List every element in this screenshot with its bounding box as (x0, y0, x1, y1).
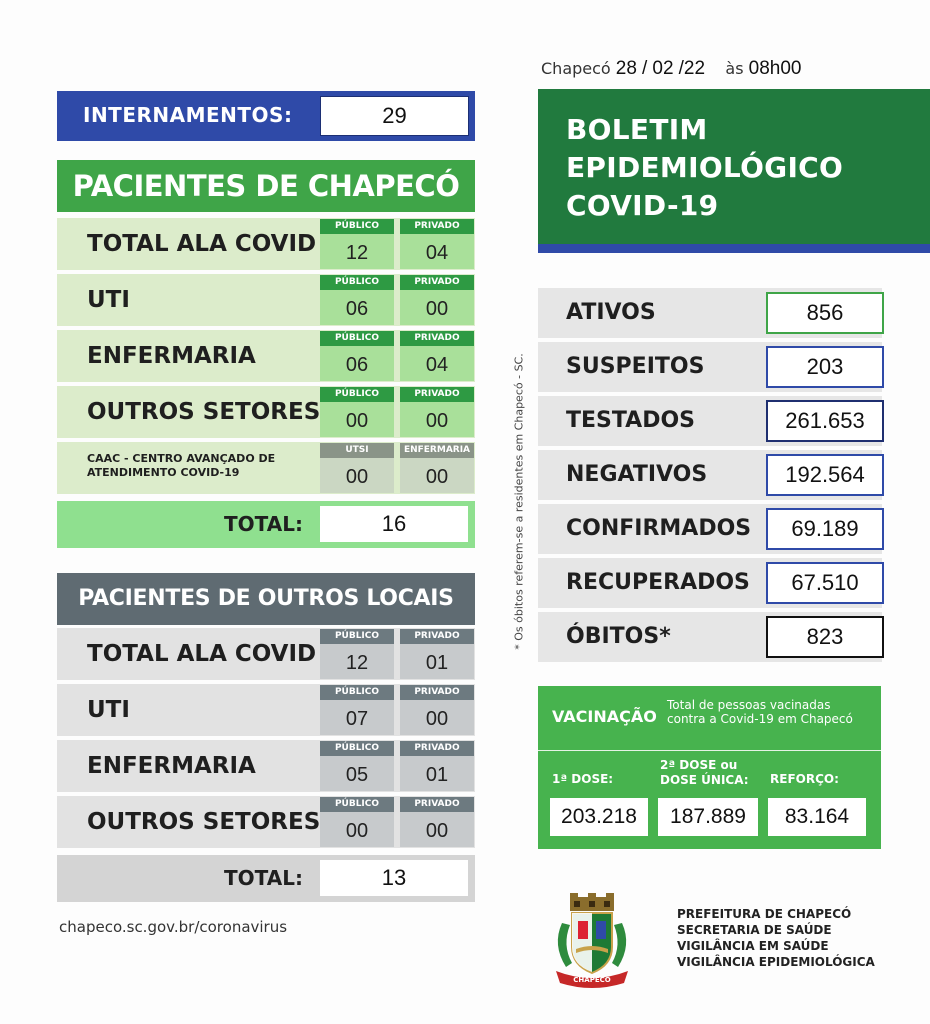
privado-cell (400, 387, 474, 437)
publico-tag: PÚBLICO (320, 275, 394, 290)
publico-value: 12 (320, 234, 394, 269)
row-label: TOTAL ALA COVID (87, 231, 317, 257)
stat-label: NEGATIVOS (566, 462, 708, 487)
total-label: TOTAL: (224, 512, 303, 536)
privado-cell (400, 797, 474, 847)
privado-tag: PRIVADO (400, 219, 474, 234)
section-title-chapeco: PACIENTES DE CHAPECÓ (72, 169, 460, 203)
date-day: 28 (615, 58, 637, 79)
publico-tag: PÚBLICO (320, 797, 394, 812)
internamentos-value: 29 (320, 96, 469, 136)
stat-suspeitos (538, 342, 882, 392)
publico-cell (320, 741, 394, 791)
stat-testados (538, 396, 882, 446)
outros-row-enfermaria (57, 740, 475, 792)
prefeitura-block (677, 906, 875, 970)
publico-value: 06 (320, 346, 394, 381)
chapeco-row-enfermaria (57, 330, 475, 382)
prefeitura-line2: SECRETARIA DE SAÚDE (677, 923, 832, 937)
privado-cell (400, 685, 474, 735)
enfermaria-cell (400, 443, 474, 493)
date-sep-1: / (642, 58, 648, 79)
privado-cell (400, 741, 474, 791)
vacinacao-box (538, 686, 881, 849)
vacinacao-description (667, 698, 853, 726)
boletim-title (566, 111, 843, 225)
stat-value: 67.510 (766, 562, 884, 604)
caac-label-line2: ATENDIMENTO COVID-19 (87, 466, 240, 479)
caac-label-line1: CAAC - CENTRO AVANÇADO DE (87, 452, 276, 465)
outros-row-uti (57, 684, 475, 736)
stat-value: 856 (766, 292, 884, 334)
privado-cell (400, 219, 474, 269)
publico-tag: PÚBLICO (320, 219, 394, 234)
stat-value: 823 (766, 616, 884, 658)
row-label: OUTROS SETORES (87, 399, 321, 425)
enfermaria-tag: ENFERMARIA (400, 443, 474, 458)
stat-value: 69.189 (766, 508, 884, 550)
utsi-tag: UTSI (320, 443, 394, 458)
boletim-title-line3: COVID-19 (566, 189, 719, 222)
total-value: 16 (320, 506, 468, 542)
outros-row-total-ala-covid (57, 628, 475, 680)
date-month: 02 (652, 58, 674, 79)
dose2-label-line1: 2ª DOSE ou (660, 758, 738, 772)
internamentos-box (57, 91, 475, 141)
privado-tag: PRIVADO (400, 331, 474, 346)
publico-value: 00 (320, 812, 394, 847)
website-link[interactable]: chapeco.sc.gov.br/coronavirus (59, 918, 288, 936)
stat-obitos (538, 612, 882, 662)
privado-tag: PRIVADO (400, 387, 474, 402)
internamentos-label: INTERNAMENTOS: (83, 103, 293, 127)
stat-ativos (538, 288, 882, 338)
privado-value: 00 (400, 290, 474, 325)
row-label: UTI (87, 697, 130, 723)
date-sep-2: / (678, 58, 684, 79)
stat-label: ÓBITOS* (566, 624, 671, 649)
date-city: Chapecó (541, 59, 611, 78)
boletim-title-line2: EPIDEMIOLÓGICO (566, 151, 844, 184)
dose2-value: 187.889 (658, 798, 758, 836)
prefeitura-line1: PREFEITURA DE CHAPECÓ (677, 907, 852, 921)
publico-cell (320, 685, 394, 735)
dose1-label: 1ª DOSE: (552, 772, 614, 786)
publico-value: 05 (320, 756, 394, 791)
prefeitura-line4: VIGILÂNCIA EPIDEMIOLÓGICA (677, 955, 875, 969)
crest-text: CHAPECÓ (573, 976, 611, 984)
row-label: TOTAL ALA COVID (87, 641, 317, 667)
publico-value: 07 (320, 700, 394, 735)
stat-recuperados (538, 558, 882, 608)
stat-value: 192.564 (766, 454, 884, 496)
boletim-header (538, 89, 930, 244)
publico-cell (320, 219, 394, 269)
publico-tag: PÚBLICO (320, 629, 394, 644)
boletim-blue-bar (538, 244, 930, 253)
stat-value: 203 (766, 346, 884, 388)
chapeco-row-outros-setores (57, 386, 475, 438)
publico-tag: PÚBLICO (320, 685, 394, 700)
publico-tag: PÚBLICO (320, 331, 394, 346)
row-label: ENFERMARIA (87, 343, 256, 369)
reforco-label: REFORÇO: (770, 772, 839, 786)
publico-value: 00 (320, 402, 394, 437)
utsi-cell (320, 443, 394, 493)
privado-tag: PRIVADO (400, 741, 474, 756)
publico-cell (320, 629, 394, 679)
stat-negativos (538, 450, 882, 500)
dose2-label-line2: DOSE ÚNICA: (660, 773, 749, 787)
privado-value: 04 (400, 234, 474, 269)
stat-label: SUSPEITOS (566, 354, 705, 379)
outros-row-outros-setores (57, 796, 475, 848)
boletim-title-line1: BOLETIM (566, 113, 708, 146)
row-label: ENFERMARIA (87, 753, 256, 779)
privado-value: 00 (400, 700, 474, 735)
date-at: às (725, 59, 744, 78)
dose1-value: 203.218 (550, 798, 648, 836)
municipal-crest-icon (550, 893, 634, 989)
privado-tag: PRIVADO (400, 629, 474, 644)
chapeco-row-caac (57, 442, 475, 494)
date-line (541, 58, 801, 80)
caac-label (87, 452, 275, 480)
total-label: TOTAL: (224, 866, 303, 890)
stat-label: ATIVOS (566, 300, 656, 325)
stat-label: CONFIRMADOS (566, 516, 752, 541)
outros-total-row (57, 855, 475, 902)
publico-tag: PÚBLICO (320, 387, 394, 402)
privado-tag: PRIVADO (400, 685, 474, 700)
date-year: 22 (683, 58, 706, 79)
privado-value: 04 (400, 346, 474, 381)
date-time: 08h00 (748, 58, 802, 79)
stat-confirmados (538, 504, 882, 554)
stat-label: TESTADOS (566, 408, 696, 433)
privado-cell (400, 629, 474, 679)
section-title-outros-locais: PACIENTES DE OUTROS LOCAIS (78, 586, 454, 611)
vacinacao-description-line2: contra a Covid-19 em Chapecó (667, 712, 853, 726)
privado-value: 01 (400, 644, 474, 679)
publico-cell (320, 331, 394, 381)
privado-tag: PRIVADO (400, 797, 474, 812)
stat-label: RECUPERADOS (566, 570, 750, 595)
section-header-chapeco (57, 160, 475, 212)
prefeitura-line3: VIGILÂNCIA EM SAÚDE (677, 939, 829, 953)
privado-cell (400, 275, 474, 325)
chapeco-row-uti (57, 274, 475, 326)
obitos-note (504, 350, 534, 660)
publico-cell (320, 387, 394, 437)
privado-value: 00 (400, 812, 474, 847)
publico-value: 06 (320, 290, 394, 325)
total-value: 13 (320, 860, 468, 896)
publico-value: 12 (320, 644, 394, 679)
publico-cell (320, 275, 394, 325)
publico-cell (320, 797, 394, 847)
privado-value: 00 (400, 402, 474, 437)
row-label: OUTROS SETORES (87, 809, 321, 835)
utsi-value: 00 (320, 458, 394, 493)
chapeco-total-row (57, 501, 475, 548)
privado-cell (400, 331, 474, 381)
section-header-outros-locais (57, 573, 475, 625)
dose2-label (660, 758, 749, 788)
vacinacao-divider (538, 750, 881, 751)
vacinacao-title: VACINAÇÃO (552, 707, 657, 726)
enfermaria-value: 00 (400, 458, 474, 493)
privado-tag: PRIVADO (400, 275, 474, 290)
chapeco-row-total-ala-covid (57, 218, 475, 270)
reforco-value: 83.164 (768, 798, 866, 836)
vacinacao-description-line1: Total de pessoas vacinadas (667, 698, 831, 712)
publico-tag: PÚBLICO (320, 741, 394, 756)
stat-value: 261.653 (766, 400, 884, 442)
row-label: UTI (87, 287, 130, 313)
privado-value: 01 (400, 756, 474, 791)
obitos-note-text: * Os óbitos referem-se a residentes em Chapecó - SC. (512, 353, 526, 650)
